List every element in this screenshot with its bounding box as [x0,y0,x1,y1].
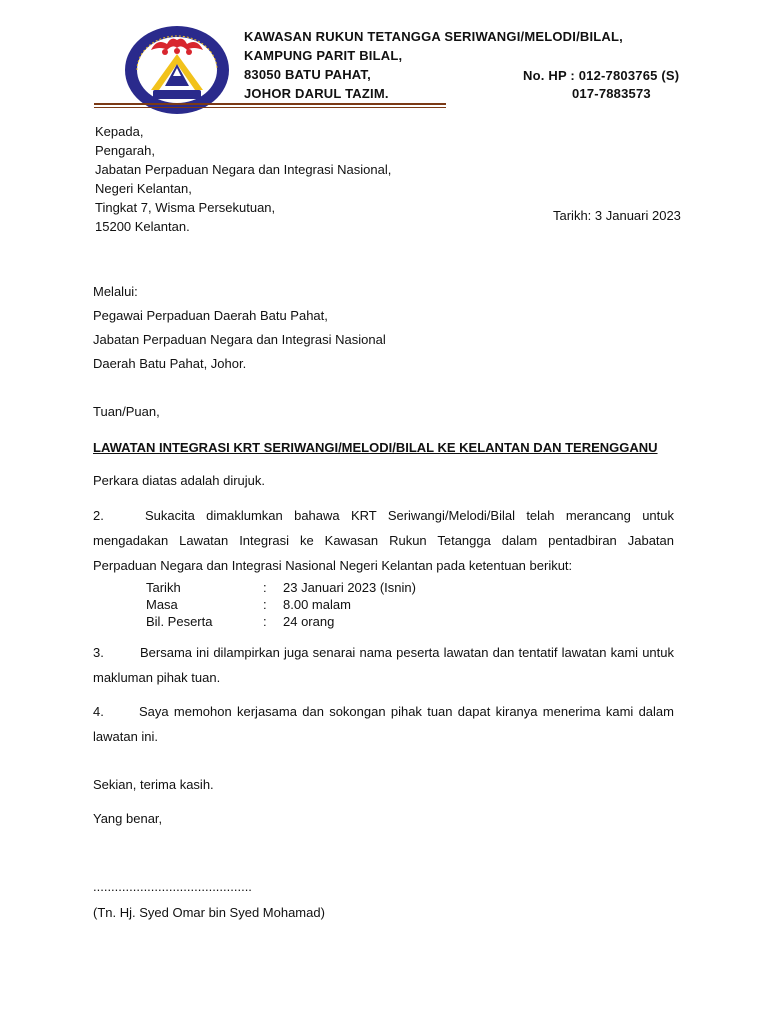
detail-sep: : [263,580,267,595]
org-address-line-1: KAMPUNG PARIT BILAL, [244,48,403,63]
recipient-line: Negeri Kelantan, [95,181,192,196]
via-label: Melalui: [93,284,138,299]
detail-sep: : [263,614,267,629]
paragraph-text: Sukacita dimaklumkan bahawa KRT Seriwangi/Melodi/Bilal telah merancang untuk mengadakan Lawatan Integrasi ke Kawasan Rukun Tetangga dalam pentadbiran Jabatan Perpaduan Negara dan Integrasi Nasional Negeri Kelantan pada ketentuan berikut: [93,508,674,573]
detail-label: Tarikh [146,580,181,595]
via-line: Daerah Batu Pahat, Johor. [93,356,247,371]
letter-date: Tarikh: 3 Januari 2023 [553,208,681,223]
paragraph-number: 4. [93,704,104,719]
subject-line: LAWATAN INTEGRASI KRT SERIWANGI/MELODI/BILAL KE KELANTAN DAN TERENGGANU [93,440,658,455]
paragraph-number: 3. [93,645,104,660]
signature-line: ............................................ [93,879,252,894]
detail-label: Bil. Peserta [146,614,213,629]
org-address-line-2: 83050 BATU PAHAT, [244,67,371,82]
detail-sep: : [263,597,267,612]
paragraph-2 [93,503,674,578]
recipient-line: Tingkat 7, Wisma Persekutuan, [95,200,276,215]
paragraph-4 [93,699,674,749]
letterhead-rule [94,103,446,105]
letterhead-rule-thin [94,107,446,108]
paragraph-text: Saya memohon kerjasama dan sokongan pihak tuan dapat kiranya menerima kami dalam lawatan ini. [93,704,674,744]
signatory-name: (Tn. Hj. Syed Omar bin Syed Mohamad) [93,905,325,920]
detail-value: 24 orang [283,614,335,629]
salutation: Tuan/Puan, [93,404,160,419]
via-line: Pegawai Perpaduan Daerah Batu Pahat, [93,308,328,323]
detail-label: Masa [146,597,178,612]
paragraph-3 [93,640,674,690]
detail-value: 8.00 malam [283,597,351,612]
intro-text: Perkara diatas adalah dirujuk. [93,473,265,488]
recipient-line: Kepada, [95,124,144,139]
paragraph-number: 2. [93,508,104,523]
via-line: Jabatan Perpaduan Negara dan Integrasi Nasional [93,332,386,347]
closing-text: Sekian, terima kasih. [93,777,214,792]
org-address-line-3: JOHOR DARUL TAZIM. [244,86,389,101]
phone-number-alt: 017-7883573 [572,86,651,101]
paragraph-text: Bersama ini dilampirkan juga senarai nama peserta lawatan dan tentatif lawatan kami untuk makluman pihak tuan. [93,645,674,685]
phone-number: No. HP : 012-7803765 (S) [523,68,680,83]
recipient-line: Jabatan Perpaduan Negara dan Integrasi Nasional, [95,162,392,177]
signoff-text: Yang benar, [93,811,163,826]
recipient-line: Pengarah, [95,143,155,158]
detail-value: 23 Januari 2023 (Isnin) [283,580,416,595]
recipient-line: 15200 Kelantan. [95,219,190,234]
org-name: KAWASAN RUKUN TETANGGA SERIWANGI/MELODI/BILAL, [244,29,623,44]
